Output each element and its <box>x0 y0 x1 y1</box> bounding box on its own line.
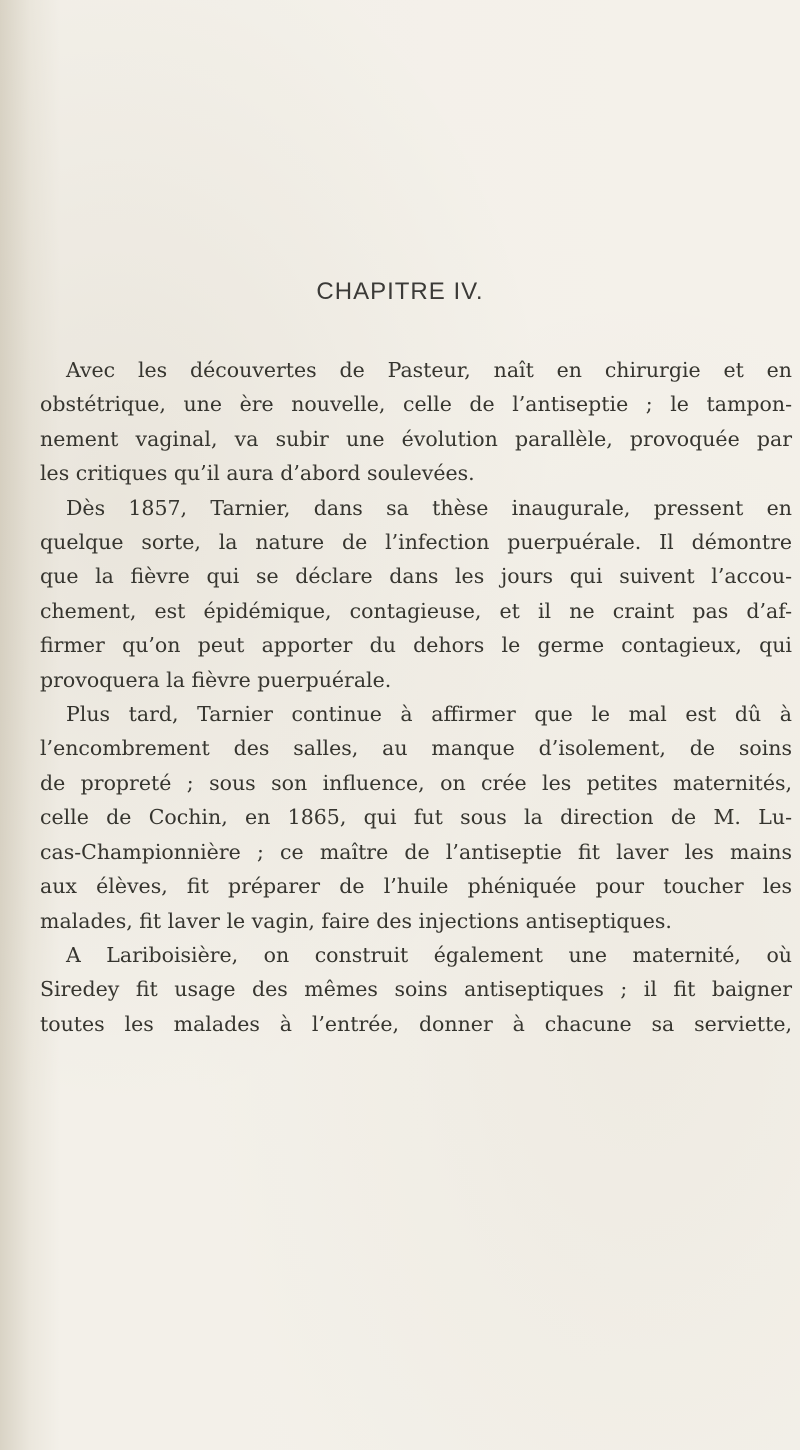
paragraph-4 <box>40 938 792 1041</box>
text-line: firmer qu’on peut apporter du dehors le germe contagieux, qui <box>40 633 792 658</box>
text-line: chement, est épidémique, contagieuse, et il ne craint pas d’af- <box>40 598 792 623</box>
text-line: Plus tard, Tarnier continue à affirmer que le mal est dû à <box>66 702 792 727</box>
chapter-body <box>40 353 792 1041</box>
text-line: celle de Cochin, en 1865, qui fut sous la direction de M. Lu- <box>40 805 792 830</box>
text-line: Dès 1857, Tarnier, dans sa thèse inaugurale, pressent en <box>66 495 792 520</box>
text-line: de propreté ; sous son influence, on crée les petites maternités, <box>40 770 792 795</box>
chapter-title: CHAPITRE IV. <box>316 278 484 305</box>
text-line: cas-Championnière ; ce maître de l’antiseptie fit laver les mains <box>40 839 792 864</box>
text-line: Avec les découvertes de Pasteur, naît en chirurgie et en <box>66 358 792 382</box>
text-line: les critiques qu’il aura d’abord soulevées. <box>40 461 475 486</box>
paragraph-3 <box>40 697 792 938</box>
paragraph-1 <box>40 353 792 491</box>
text-line: quelque sorte, la nature de l’infection puerpuérale. Il démontre <box>40 530 792 555</box>
text-line: toutes les malades à l’entrée, donner à chacune sa serviette, <box>40 1011 792 1036</box>
text-line: provoquera la fièvre puerpuérale. <box>40 667 392 692</box>
text-line: aux élèves, fit préparer de l’huile phéniquée pour toucher les <box>40 874 792 899</box>
text-line: que la fièvre qui se déclare dans les jours qui suivent l’accou- <box>40 564 792 589</box>
text-line: l’encombrement des salles, au manque d’isolement, de soins <box>40 736 792 761</box>
text-line: Siredey fit usage des mêmes soins antiseptiques ; il fit baigner <box>40 977 792 1002</box>
text-line: nement vaginal, va subir une évolution parallèle, provoquée par <box>40 426 792 451</box>
text-line: obstétrique, une ère nouvelle, celle de l’antiseptie ; le tampon- <box>40 392 792 417</box>
text-line: A Lariboisière, on construit également une maternité, où <box>66 942 792 967</box>
paragraph-2 <box>40 491 792 697</box>
text-line: malades, fit laver le vagin, faire des injections antiseptiques. <box>40 908 672 933</box>
